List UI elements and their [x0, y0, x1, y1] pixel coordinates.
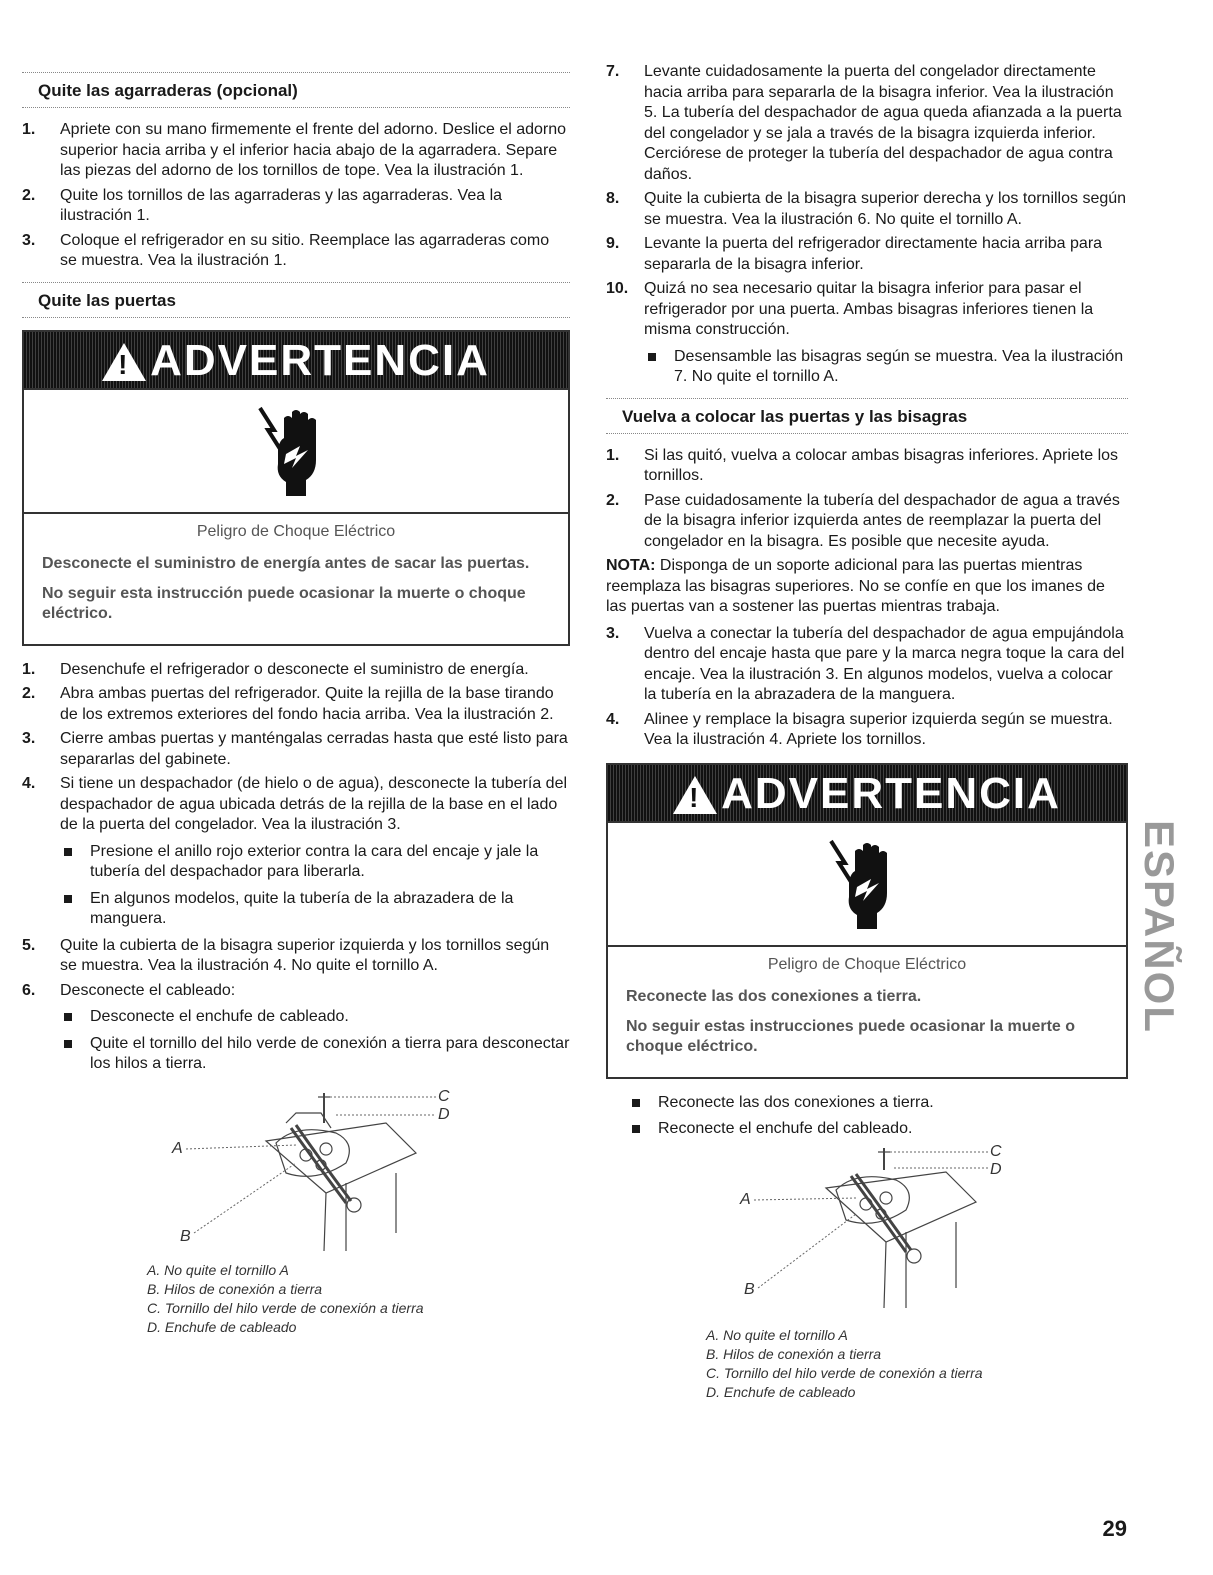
warning-title: ADVERTENCIA	[150, 335, 490, 385]
list-item: 9. Levante la puerta del refrigerador directamente hacia arriba para separarla de la bisagra inferior.	[606, 235, 1103, 273]
hinge-illustration	[726, 1142, 1026, 1318]
section-heading: Vuelva a colocar las puertas y las bisagras	[606, 398, 1128, 434]
warning-box	[22, 330, 570, 646]
label-d: D	[990, 1160, 1002, 1178]
figure-caption: A. No quite el tornillo A B. Hilos de conexión a tierra C. Tornillo del hilo verde de conexión a tierra D. Enchufe de cableado	[147, 1261, 424, 1335]
warning-title: ADVERTENCIA	[721, 768, 1061, 818]
electric-shock-hand-icon	[256, 404, 336, 500]
label-d: D	[438, 1105, 450, 1123]
label-a: A	[740, 1190, 751, 1208]
label-c: C	[438, 1087, 450, 1105]
bullet-item: Reconecte las dos conexiones a tierra.	[628, 1093, 1128, 1114]
list-item: 4. Alinee y remplace la bisagra superior izquierda según se muestra. Vea la ilustración 4. Apriete los tornillos.	[606, 710, 1113, 748]
warning-text: No seguir esta instrucción puede ocasionar la muerte o choque eléctrico.	[42, 584, 526, 622]
page-number: 29	[1102, 1516, 1127, 1541]
figure-caption: A. No quite el tornillo A B. Hilos de conexión a tierra C. Tornillo del hilo verde de conexión a tierra D. Enchufe de cableado	[706, 1326, 983, 1400]
list-item: 6. Desconecte el cableado: Desconecte el enchufe de cableado. Quite el tornillo del hilo verde de conexión a tierra para desconectar los hilos a tierra.	[22, 981, 570, 1075]
label-c: C	[990, 1142, 1002, 1160]
step-list	[606, 624, 1128, 751]
list-item: 3. Cierre ambas puertas y manténgalas cerradas hasta que esté listo para separarlas del gabinete.	[22, 730, 568, 768]
list-item: 3. Coloque el refrigerador en su sitio. Reemplace las agarraderas como se muestra. Vea la ilustración 1.	[22, 231, 550, 269]
step-list	[606, 446, 1128, 553]
list-item: 10. Quizá no sea necesario quitar la bisagra inferior para pasar el refrigerador por una puerta. Ambas bisagras inferiores tienen la misma construcción. Desensamble las bisagras según se muestra. Vea la ilustración 7. No quite el tornillo A.	[606, 279, 1128, 388]
bullet-item: En algunos modelos, quite la tubería de la abrazadera de la manguera.	[60, 889, 570, 930]
warning-triangle-icon	[673, 776, 717, 814]
list-item: 4. Si tiene un despachador (de hielo o de agua), desconecte la tubería del despachador de agua ubicada detrás de la rejilla de la base en el lado de la puerta del congelador. Vea la ilustración 3. Presione el anillo rojo exterior contra la cara del encaje y jale la tubería del despachador para liberarla. En algunos modelos, quite la tubería de la abrazadera de la manguera.	[22, 774, 570, 930]
warning-text: Reconecte las dos conexiones a tierra.	[626, 987, 922, 1005]
list-item: 7. Levante cuidadosamente la puerta del congelador directamente hacia arriba para separarla de la bisagra inferior. Vea la ilustración 5. La tubería del despachador de agua queda afianzada a la puerta del congelador y se jala a través de la bisagra izquierda inferior. Cerciórese de proteger la tubería del despachador de agua contra daños.	[606, 63, 1122, 183]
hinge-diagram	[726, 1142, 1026, 1318]
warning-text: Desconecte el suministro de energía antes de sacar las puertas.	[42, 554, 530, 572]
right-column	[606, 62, 1128, 1402]
label-a: A	[172, 1139, 183, 1157]
note: NOTA: Disponga de un soporte adicional para las puertas mientras reemplaza las bisagras superiores. No se confíe en que los imanes de las puertas van a sostener las puertas mientras trabaja.	[606, 557, 1105, 615]
hazard-label: Peligro de Choque Eléctrico	[196, 522, 396, 540]
warning-triangle-icon	[102, 343, 146, 381]
warning-banner	[24, 332, 568, 390]
language-tab: ESPAÑOL	[1136, 820, 1183, 1034]
bullet-item: Presione el anillo rojo exterior contra la cara del encaje y jale la tubería del despachador para liberarla.	[60, 842, 570, 883]
hinge-illustration	[146, 1083, 450, 1253]
hinge-diagram	[146, 1083, 450, 1253]
step-list	[22, 660, 570, 1075]
list-item: 1. Desenchufe el refrigerador o desconecte el suministro de energía.	[22, 660, 529, 678]
warning-box	[606, 763, 1128, 1079]
list-item: 2. Pase cuidadosamente la tubería del despachador de agua a través de la bisagra inferior izquierda antes de reemplazar la puerta del congelador en la bisagra. Es posible que necesite ayuda.	[606, 491, 1120, 550]
section-heading: Quite las agarraderas (opcional)	[22, 72, 570, 108]
hazard-label: Peligro de Choque Eléctrico	[767, 955, 967, 973]
list-item: 5. Quite la cubierta de la bisagra superior izquierda y los tornillos según se muestra. Vea la ilustración 4. No quite el tornillo A.	[22, 936, 550, 974]
bullet-item: Desensamble las bisagras según se muestra. Vea la ilustración 7. No quite el tornillo A.	[644, 347, 1128, 388]
bullet-item: Quite el tornillo del hilo verde de conexión a tierra para desconectar los hilos a tierra.	[60, 1034, 570, 1075]
list-item: 2. Quite los tornillos de las agarraderas y las agarraderas. Vea la ilustración 1.	[22, 186, 503, 224]
section-heading: Quite las puertas	[22, 282, 570, 318]
electric-shock-hand-icon	[827, 837, 907, 933]
left-column	[22, 62, 570, 1337]
label-b: B	[180, 1227, 191, 1245]
warning-banner	[608, 765, 1126, 823]
bullet-list	[628, 1093, 1128, 1140]
label-b: B	[744, 1280, 755, 1298]
step-list	[22, 120, 570, 272]
list-item: 2. Abra ambas puertas del refrigerador. Quite la rejilla de la base tirando de los extremos exteriores del fondo hacia arriba. Vea la ilustración 2.	[22, 685, 554, 723]
bullet-item: Desconecte el enchufe de cableado.	[60, 1007, 570, 1028]
list-item: 3. Vuelva a conectar la tubería del despachador de agua empujándola dentro del encaje hasta que pare y la marca negra toque la cara del encaje. Vea la ilustración 3. En algunos modelos, vuelva a colocar la tubería en la abrazadera de la manguera.	[606, 624, 1125, 703]
bullet-item: Reconecte el enchufe del cableado.	[628, 1119, 1128, 1140]
step-list	[606, 62, 1128, 388]
list-item: 1. Apriete con su mano firmemente el frente del adorno. Deslice el adorno superior hacia arriba y el inferior hacia abajo de la agarradera. Separe las piezas del adorno de los tornillos de tope. Vea la ilustración 1.	[22, 121, 567, 179]
list-item: 1. Si las quitó, vuelva a colocar ambas bisagras inferiores. Apriete los tornillos.	[606, 446, 1119, 484]
warning-text: No seguir estas instrucciones puede ocasionar la muerte o choque eléctrico.	[626, 1017, 1076, 1055]
list-item: 8. Quite la cubierta de la bisagra superior derecha y los tornillos según se muestra. Vea la ilustración 6. No quite el tornillo A.	[606, 190, 1127, 228]
